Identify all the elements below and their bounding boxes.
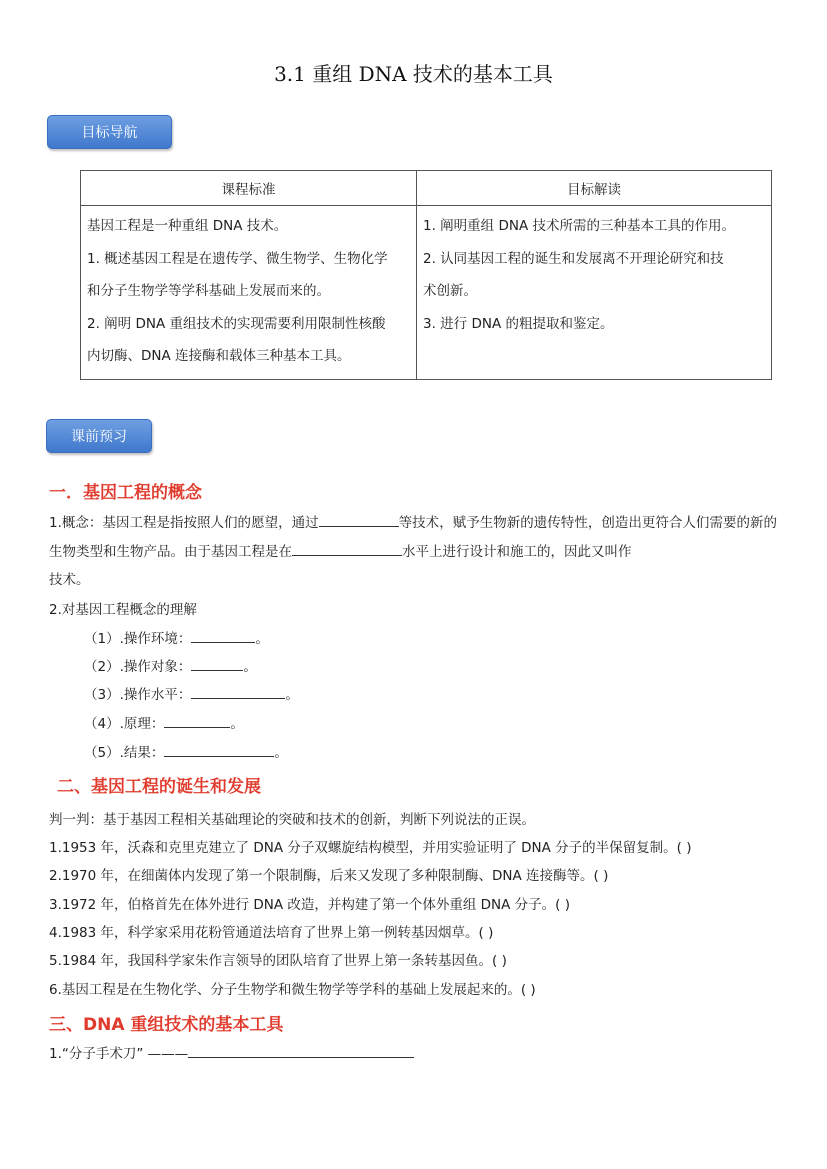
blank-answer[interactable] bbox=[164, 713, 230, 728]
blank-level[interactable] bbox=[292, 541, 402, 556]
section3-item: 1.“分子手术刀” ——— bbox=[49, 1042, 414, 1062]
table-header-standard: 课程标准 bbox=[81, 171, 417, 206]
statement-item: 1.1953 年，沃森和克里克建立了 DNA 分子双螺旋结构模型，并用实验证明了 DNA 分子的半保留复制。( ) bbox=[49, 840, 692, 856]
statement-item: 4.1983 年，科学家采用花粉管通道法培育了世界上第一例转基因烟草。( ) bbox=[49, 925, 494, 941]
standard-line: 和分子生物学等学科基础上发展而来的。 bbox=[87, 283, 330, 299]
statement-item: 3.1972 年，伯格首先在体外进行 DNA 改造，并构建了第一个体外重组 DNA 分子。( ) bbox=[49, 897, 570, 913]
concept-paragraph bbox=[49, 509, 777, 595]
blank-answer[interactable] bbox=[191, 628, 255, 643]
interpretation-line: 3. 进行 DNA 的粗提取和鉴定。 bbox=[423, 315, 614, 332]
standard-line: 2. 阐明 DNA 重组技术的实现需要利用限制性核酸 bbox=[87, 315, 386, 332]
interpretation-line: 术创新。 bbox=[423, 283, 477, 299]
curriculum-table bbox=[80, 170, 772, 380]
blank-answer[interactable] bbox=[191, 656, 243, 671]
blank-answer[interactable] bbox=[188, 1043, 414, 1058]
understanding-item: （1）.操作环境： 。 bbox=[84, 627, 269, 647]
interpretation-line: 2. 认同基因工程的诞生和发展离不开理论研究和技 bbox=[423, 250, 724, 267]
standard-line: 1. 概述基因工程是在遗传学、微生物学、生物化学 bbox=[87, 250, 388, 267]
standard-line: 内切酶、DNA 连接酶和载体三种基本工具。 bbox=[87, 348, 351, 364]
blank-answer[interactable] bbox=[191, 684, 285, 699]
concept-text-a: 1.概念：基因工程是指按照人们的愿望，通过 bbox=[49, 515, 319, 531]
understanding-item: （5）.结果： 。 bbox=[84, 741, 288, 761]
section2-heading: 二、基因工程的诞生和发展 bbox=[57, 777, 261, 797]
statement-item: 6.基因工程是在生物化学、分子生物学和微生物学等学科的基础上发展起来的。( ) bbox=[49, 982, 536, 998]
concept-text-c: 水平上进行设计和施工的，因此又叫作 bbox=[402, 543, 632, 560]
understanding-item: （2）.操作对象： 。 bbox=[84, 655, 257, 675]
concept-text-b: 等技术，赋予生物新的遗传特性，创造出更符合人们需要的新的生物类型和生物产品。由于基因工程是在 bbox=[49, 515, 777, 560]
statement-item: 2.1970 年，在细菌体内发现了第一个限制酶，后来又发现了多种限制酶、DNA 连接酶等。( ) bbox=[49, 868, 609, 884]
understanding-item: （4）.原理： 。 bbox=[84, 712, 244, 732]
concept-text-d: 技术。 bbox=[49, 572, 90, 589]
preview-badge: 课前预习 bbox=[46, 419, 152, 453]
interpretation-line: 1. 阐明重组 DNA 技术所需的三种基本工具的作用。 bbox=[423, 218, 735, 234]
goal-nav-badge: 目标导航 bbox=[47, 115, 172, 149]
statement-item: 5.1984 年，我国科学家朱作言领导的团队培育了世界上第一条转基因鱼。( ) bbox=[49, 953, 507, 969]
standard-line: 基因工程是一种重组 DNA 技术。 bbox=[87, 218, 288, 234]
section3-heading: 三、DNA 重组技术的基本工具 bbox=[49, 1015, 284, 1035]
section2-intro: 判一判：基于基因工程相关基础理论的突破和技术的创新，判断下列说法的正误。 bbox=[49, 812, 535, 828]
understanding-title: 2.对基因工程概念的理解 bbox=[49, 602, 197, 618]
standard-cell bbox=[81, 206, 417, 380]
page-title: 3.1 重组 DNA 技术的基本工具 bbox=[274, 62, 553, 86]
understanding-item: （3）.操作水平： 。 bbox=[84, 683, 299, 703]
blank-answer[interactable] bbox=[164, 742, 274, 757]
interpretation-cell bbox=[417, 206, 772, 380]
blank-technique[interactable] bbox=[319, 512, 399, 527]
table-header-interpretation: 目标解读 bbox=[417, 171, 772, 206]
section1-heading: 一．基因工程的概念 bbox=[49, 483, 202, 503]
